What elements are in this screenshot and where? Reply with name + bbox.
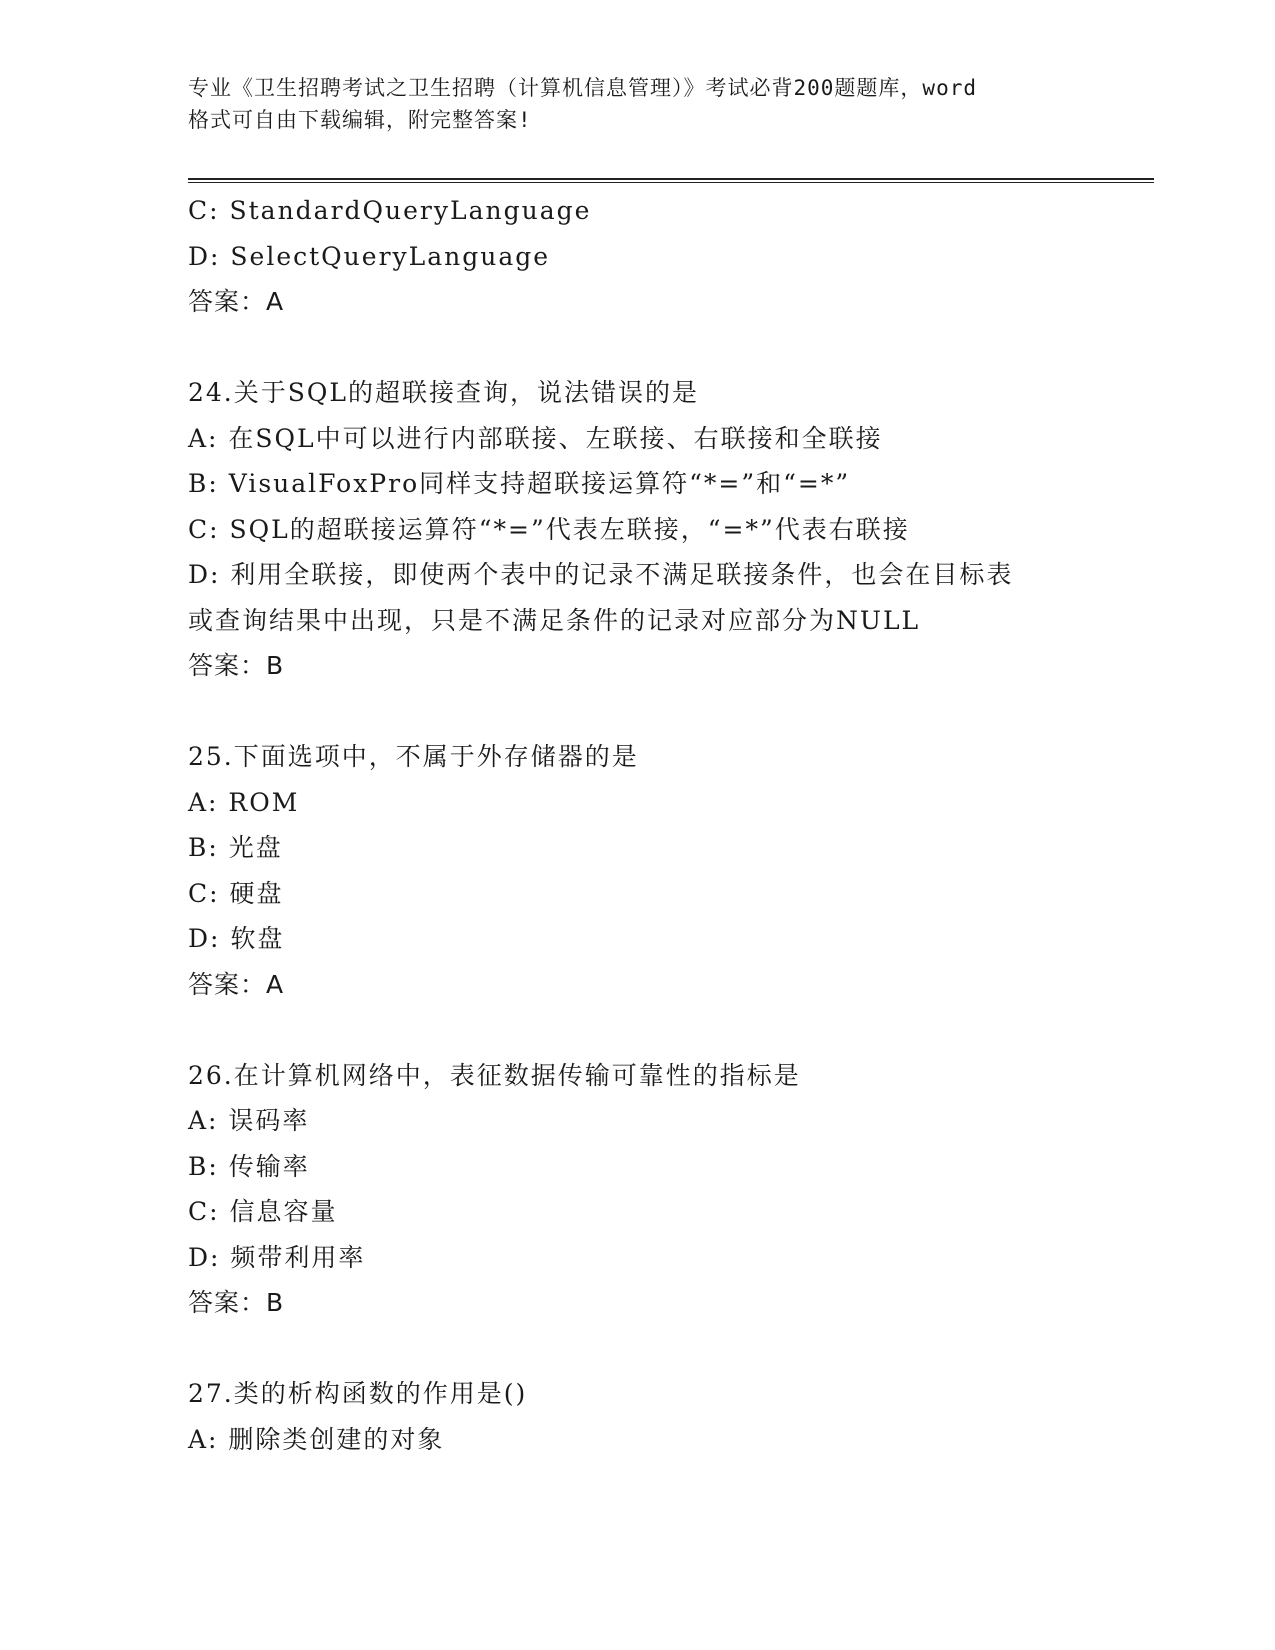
option-a: A: 在SQL中可以进行内部联接、左联接、右联接和全联接 <box>188 423 883 453</box>
option-a: A: 误码率 <box>188 1106 310 1135</box>
question-26 <box>188 1053 1088 1326</box>
question-text: 26.在计算机网络中，表征数据传输可靠性的指标是 <box>188 1060 801 1090</box>
question-text: 27.类的析构函数的作用是() <box>188 1379 528 1408</box>
option-c: C: SQL的超联接运算符“*=”代表左联接，“=*”代表右联接 <box>188 514 910 544</box>
answer: 答案：B <box>188 1288 285 1317</box>
answer: 答案：A <box>188 969 285 999</box>
header-divider <box>188 178 1154 183</box>
header-line-2: 格式可自由下载编辑，附完整答案! <box>188 108 532 132</box>
answer: 答案：A <box>188 287 285 316</box>
option-a: A: ROM <box>188 787 300 817</box>
option-d-line-1: D: 利用全联接，即使两个表中的记录不满足联接条件，也会在目标表 <box>188 560 1014 589</box>
option-d-line-2: 或查询结果中出现，只是不满足条件的记录对应部分为NULL <box>188 605 921 635</box>
option-a: A: 删除类创建的对象 <box>188 1424 445 1454</box>
question-text: 25.下面选项中，不属于外存储器的是 <box>188 742 639 771</box>
option-d: D: 软盘 <box>188 924 285 953</box>
option-b: B: 光盘 <box>188 833 283 862</box>
option-d: D: SelectQueryLanguage <box>188 241 551 271</box>
answer: 答案：B <box>188 651 285 680</box>
question-list <box>188 188 1088 1462</box>
document-header <box>188 72 1088 136</box>
option-c: C: StandardQueryLanguage <box>188 196 592 225</box>
question-24 <box>188 370 1088 689</box>
option-b: B: 传输率 <box>188 1151 310 1181</box>
header-line-1: 专业《卫生招聘考试之卫生招聘（计算机信息管理）》考试必背200题题库，word <box>188 76 977 100</box>
question-text: 24.关于SQL的超联接查询，说法错误的是 <box>188 378 699 407</box>
option-b: B: VisualFoxPro同样支持超联接运算符“*=”和“=*” <box>188 469 851 498</box>
option-c: C: 硬盘 <box>188 878 284 908</box>
option-d: D: 频带利用率 <box>188 1242 366 1272</box>
spacer <box>188 1326 1088 1372</box>
question-continued <box>188 188 1088 325</box>
spacer <box>188 325 1088 371</box>
spacer <box>188 1007 1088 1053</box>
question-27 <box>188 1371 1088 1462</box>
spacer <box>188 689 1088 735</box>
option-c: C: 信息容量 <box>188 1197 338 1226</box>
question-25 <box>188 734 1088 1007</box>
